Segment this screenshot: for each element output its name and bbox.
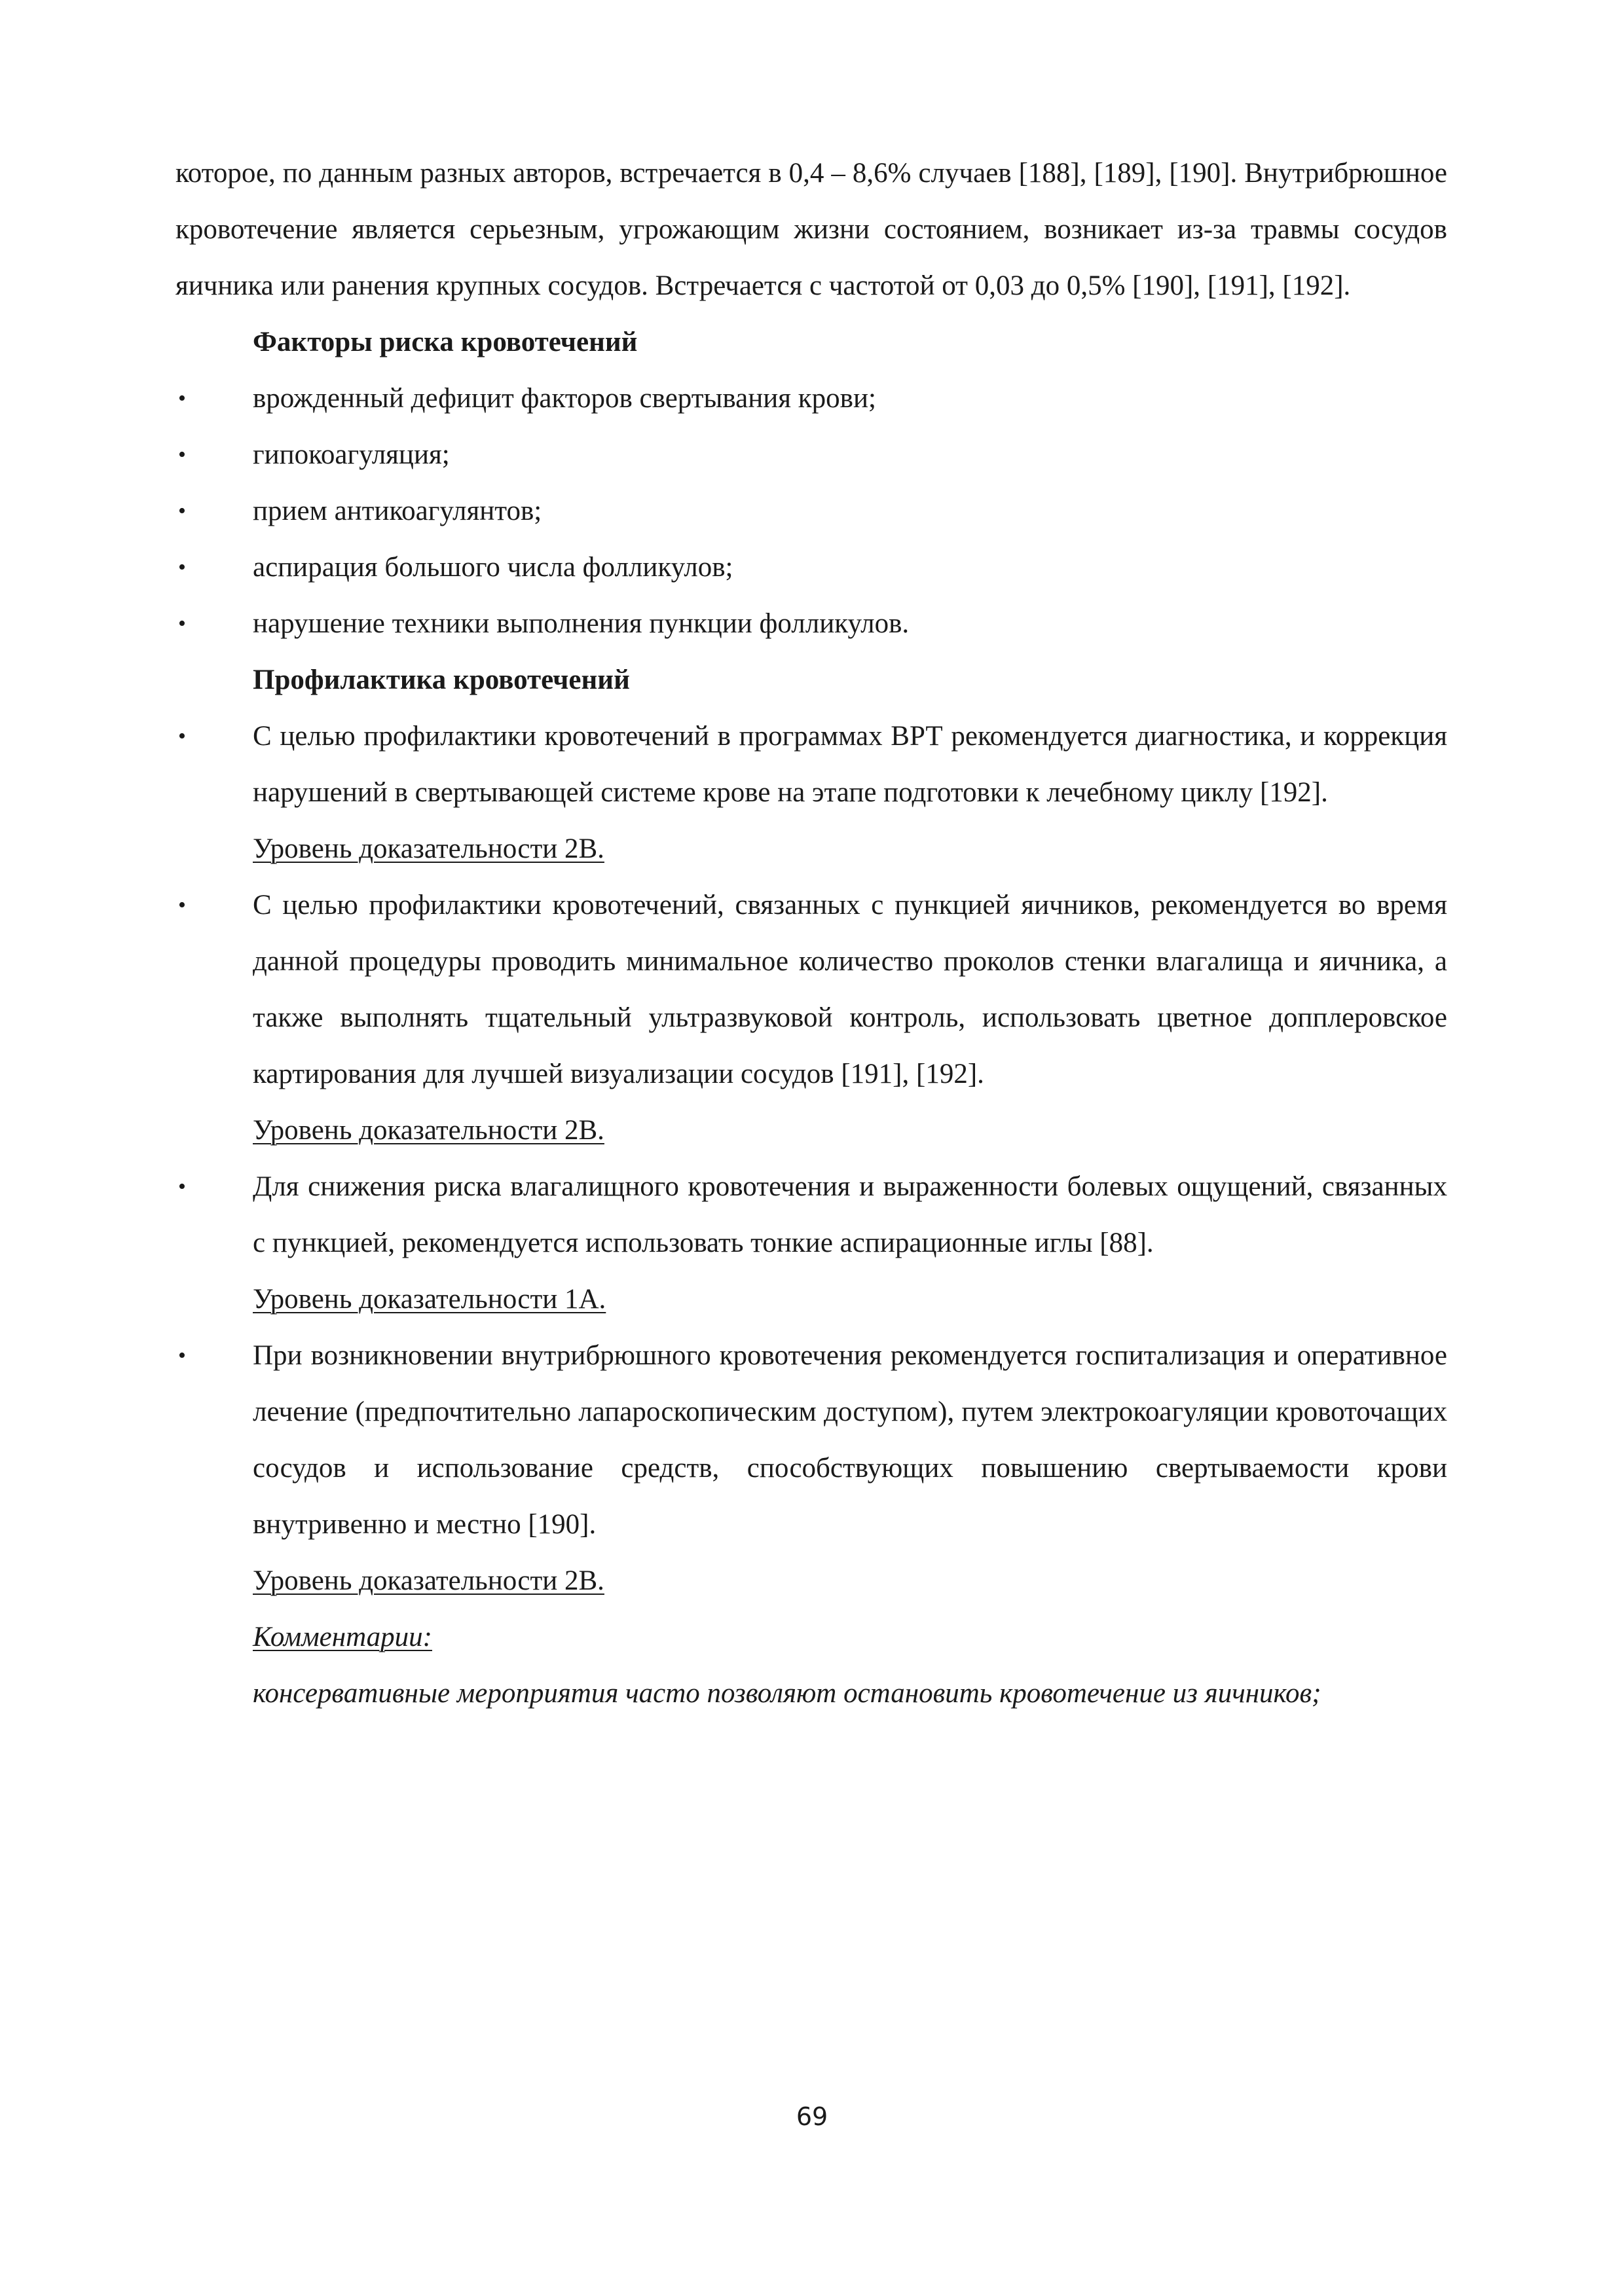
evidence-level: Уровень доказательности 2В.	[253, 833, 604, 864]
prevention-list	[175, 877, 1447, 1102]
comments-text: консервативные мероприятия часто позволяют остановить кровотечение из яичников;	[253, 1678, 1321, 1709]
bullet-icon: •	[178, 1343, 186, 1368]
list-item	[175, 371, 1447, 427]
list-item	[175, 596, 1447, 652]
evidence-level: Уровень доказательности 2В.	[253, 1115, 604, 1146]
document-page	[175, 145, 1447, 1722]
prevention-heading: Профилактика кровотечений	[253, 665, 630, 695]
comments-label: Комментарии:	[253, 1622, 432, 1652]
evidence-level: Уровень доказательности 2В.	[253, 1565, 604, 1596]
recommendation-text: Для снижения риска влагалищного кровотечения и выраженности болевых ощущений, связанных с пункцией, рекомендуется использовать тонкие аспирационные иглы [88].	[253, 1171, 1447, 1258]
evidence-level: Уровень доказательности 1А.	[253, 1284, 606, 1315]
risk-factor-text: врожденный дефицит факторов свертывания крови;	[253, 383, 876, 414]
list-item	[175, 483, 1447, 539]
bullet-icon: •	[178, 555, 186, 579]
recommendation-text: При возникновении внутрибрюшного кровотечения рекомендуется госпитализация и оперативное лечение (предпочтительно лапароскопическим доступом), путем электрокоагуляции кровоточащих сосудов и использование средств, способствующих повышению свертываемости крови внутривенно и местно [190].	[253, 1340, 1447, 1540]
list-item	[175, 708, 1447, 821]
risk-factors-heading: Факторы риска кровотечений	[253, 327, 638, 357]
list-item	[175, 877, 1447, 1102]
page-number: 69	[796, 2102, 828, 2131]
bullet-icon: •	[178, 611, 186, 636]
list-item	[175, 1328, 1447, 1553]
list-item	[175, 539, 1447, 596]
recommendation-text: С целью профилактики кровотечений, связанных с пункцией яичников, рекомендуется во время данной процедуры проводить минимальное количество проколов стенки влагалища и яичника, а также выполнять тщательный ультразвуковой контроль, использовать цветное допплеровское картирования для лучшей визуализации сосудов [191], [192].	[253, 890, 1447, 1089]
risk-factors-list	[175, 371, 1447, 652]
bullet-icon: •	[178, 386, 186, 410]
bullet-icon: •	[178, 893, 186, 917]
prevention-list	[175, 1328, 1447, 1553]
bullet-icon: •	[178, 443, 186, 467]
list-item	[175, 1159, 1447, 1271]
bullet-icon: •	[178, 1175, 186, 1199]
prevention-list	[175, 708, 1447, 821]
bullet-icon: •	[178, 499, 186, 523]
risk-factor-text: прием антикоагулянтов;	[253, 496, 542, 526]
recommendation-text: С целью профилактики кровотечений в программах ВРТ рекомендуется диагностика, и коррекция нарушений в свертывающей системе крове на этапе подготовки к лечебному циклу [192].	[253, 721, 1447, 808]
list-item	[175, 427, 1447, 483]
risk-factor-text: гипокоагуляция;	[253, 439, 450, 470]
bullet-icon: •	[178, 724, 186, 748]
risk-factor-text: аспирация большого числа фолликулов;	[253, 552, 733, 583]
intro-paragraph: которое, по данным разных авторов, встречается в 0,4 – 8,6% случаев [188], [189], [190]. Внутрибрюшное кровотечение является серьезным, угрожающим жизни состоянием, возникает из-за травмы сосудов яичника или ранения крупных сосудов. Встречается с частотой от 0,03 до 0,5% [190], [191], [192].	[175, 158, 1447, 301]
prevention-list	[175, 1159, 1447, 1271]
risk-factor-text: нарушение техники выполнения пункции фолликулов.	[253, 608, 910, 639]
